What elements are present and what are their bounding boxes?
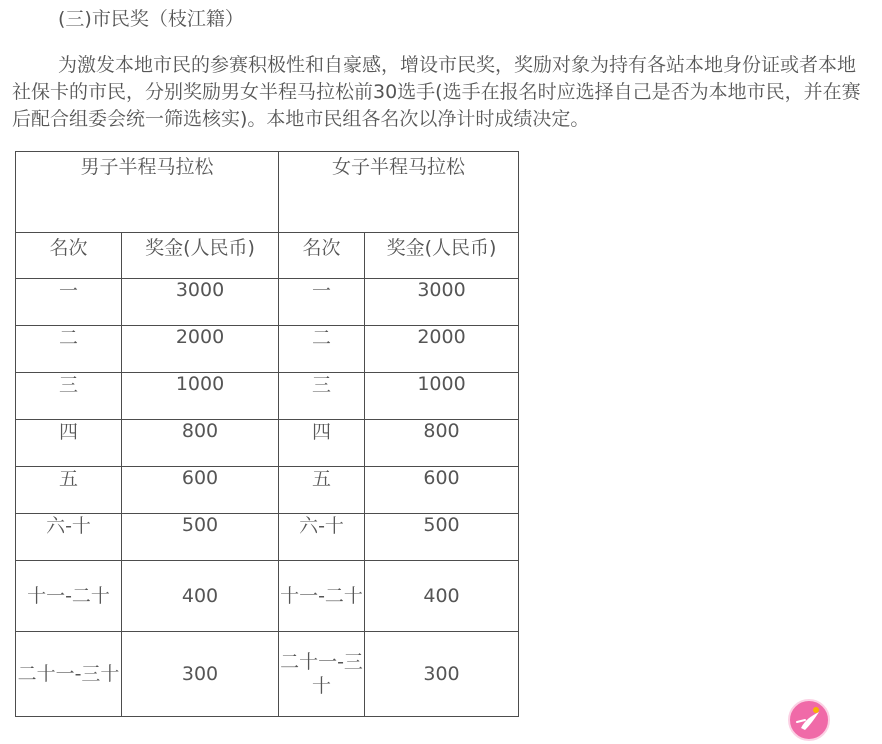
table-row [16, 467, 519, 514]
men-prize: 300 [122, 632, 279, 717]
col-prize-women: 奖金(人民币) [365, 233, 519, 279]
intro-paragraph: 为激发本地市民的参赛积极性和自豪感，增设市民奖，奖励对象为持有各站本地身份证或者本地社保卡的市民，分别奖励男女半程马拉松前30选手(选手在报名时应选择自己是否为本地市民，并在赛后配合组委会统一筛选核实)。本地市民组各名次以净计时成绩决定。 [12, 54, 861, 130]
col-prize-men: 奖金(人民币) [122, 233, 279, 279]
women-rank: 六-十 [279, 514, 365, 561]
women-prize: 3000 [365, 279, 519, 326]
men-rank: 四 [16, 420, 122, 467]
women-rank: 四 [279, 420, 365, 467]
table-column-header [16, 233, 519, 279]
men-rank: 二 [16, 326, 122, 373]
women-prize: 800 [365, 420, 519, 467]
women-prize: 600 [365, 467, 519, 514]
men-prize: 600 [122, 467, 279, 514]
men-rank: 五 [16, 467, 122, 514]
prize-table [15, 151, 519, 717]
table-row [16, 420, 519, 467]
women-prize: 1000 [365, 373, 519, 420]
women-rank: 二 [279, 326, 365, 373]
women-rank: 三 [279, 373, 365, 420]
men-prize: 400 [122, 561, 279, 632]
women-rank: 一 [279, 279, 365, 326]
men-rank: 三 [16, 373, 122, 420]
women-rank: 十一-二十 [279, 561, 365, 632]
men-prize: 500 [122, 514, 279, 561]
women-prize: 300 [365, 632, 519, 717]
table-row [16, 373, 519, 420]
men-prize: 800 [122, 420, 279, 467]
table-group-header [16, 152, 519, 233]
women-prize: 400 [365, 561, 519, 632]
table-row [16, 514, 519, 561]
group-women: 女子半程马拉松 [279, 152, 519, 233]
men-rank: 一 [16, 279, 122, 326]
table-row [16, 632, 519, 717]
col-rank-men: 名次 [16, 233, 122, 279]
women-rank: 二十一-三十 [279, 632, 365, 717]
men-rank: 六-十 [16, 514, 122, 561]
section-heading: (三)市民奖（枝江籍） [58, 8, 244, 30]
men-prize: 3000 [122, 279, 279, 326]
runner-logo-icon [787, 698, 831, 742]
men-rank: 二十一-三十 [16, 632, 122, 717]
table-row [16, 561, 519, 632]
men-prize: 2000 [122, 326, 279, 373]
men-prize: 1000 [122, 373, 279, 420]
women-prize: 500 [365, 514, 519, 561]
women-rank: 五 [279, 467, 365, 514]
table-row [16, 279, 519, 326]
men-rank: 十一-二十 [16, 561, 122, 632]
col-rank-women: 名次 [279, 233, 365, 279]
women-prize: 2000 [365, 326, 519, 373]
group-men: 男子半程马拉松 [16, 152, 279, 233]
table-row [16, 326, 519, 373]
